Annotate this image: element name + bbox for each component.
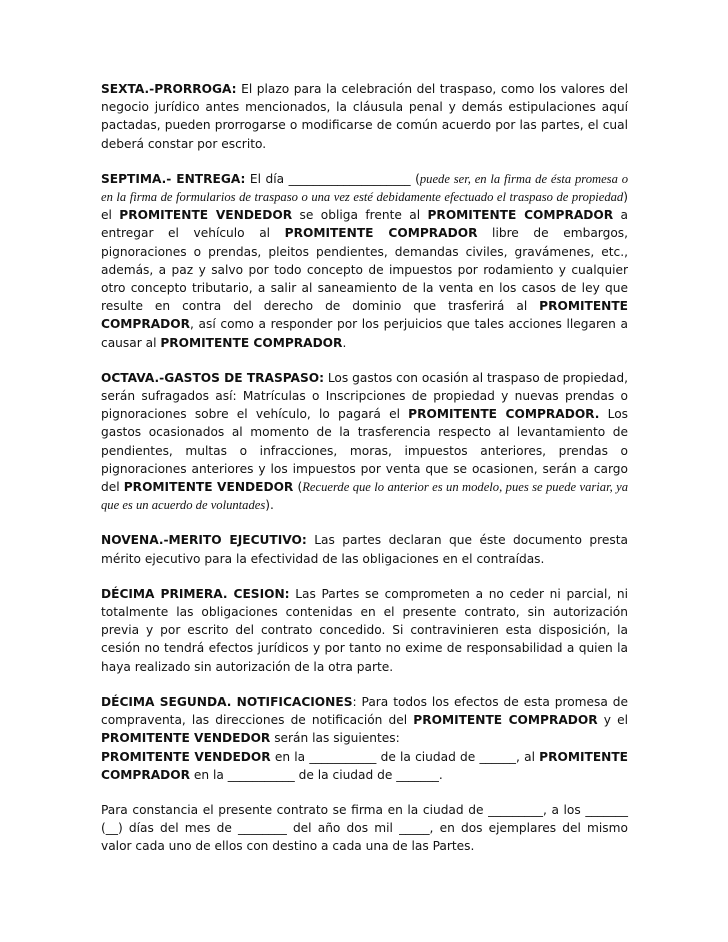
party-comprador: PROMITENTE COMPRADOR — [284, 226, 478, 241]
clause-heading: DÉCIMA PRIMERA. CESION: — [101, 586, 290, 601]
clause-text: Los gastos ocasionados al momento de la trasferencia respecto al levantamiento de pendientes, multas o infracciones, moras, impuestos anteriores, prendas o pignoraciones anteriores y los impuestos por venta que se ocasionen, serán a cargo del — [101, 407, 629, 495]
party-vendedor: PROMITENTE VENDEDOR — [101, 731, 271, 746]
clause-heading: SEPTIMA.- ENTREGA: — [101, 171, 246, 186]
clause-text: ( — [293, 480, 303, 495]
party-vendedor: PROMITENTE VENDEDOR — [123, 480, 294, 495]
clause-septima — [101, 170, 628, 352]
party-comprador: PROMITENTE COMPRADOR — [427, 208, 614, 223]
clause-text: . — [342, 335, 347, 350]
clause-text: serán las siguientes: — [270, 731, 400, 746]
clause-decima-primera — [101, 585, 628, 676]
clause-text: ). — [265, 498, 274, 513]
party-vendedor: PROMITENTE VENDEDOR — [119, 208, 293, 223]
clause-decima-segunda — [101, 693, 628, 784]
italic-note: puede ser, en la firma de ésta promesa o en la firma de formularios de traspaso o una vez esté debidamente efectuado el traspaso de propiedad — [101, 171, 628, 205]
clause-text: Las partes declaran que éste documento presta mérito ejecutivo para la efectividad de las obligaciones en el contraídas. — [101, 533, 629, 566]
clause-text: Las Partes se comprometen a no ceder ni parcial, ni totalmente las obligaciones contenidas en el presente contrato, sin autorización previa y por escrito del contrato concedido. Si contravinieren esta disposición, la cesión no tendrá efectos jurídicos y por tanto no exime de responsabilidad a quien la haya realizado sin autorización de la otra parte. — [101, 586, 628, 674]
closing-paragraph — [101, 801, 628, 856]
clause-text: El plazo para la celebración del traspaso, como los valores del negocio jurídico antes mencionados, la cláusula penal y demás estipulaciones aquí pactadas, pueden prorrogarse o modificarse de común acuerdo por las partes, el cual deberá constar por escrito. — [101, 82, 628, 151]
clause-heading: OCTAVA.-GASTOS DE TRASPASO: — [101, 370, 324, 385]
clause-octava — [101, 369, 628, 515]
clause-text: en la ___________ de la ciudad de ______, al — [270, 749, 540, 764]
clause-text: se obliga frente al — [292, 208, 428, 223]
clause-sexta — [101, 80, 628, 153]
clause-text: a entregar el vehículo al — [101, 208, 628, 241]
party-comprador: PROMITENTE COMPRADOR. — [408, 407, 600, 422]
party-vendedor: PROMITENTE VENDEDOR — [101, 749, 271, 764]
party-comprador: PROMITENTE COMPRADOR — [101, 299, 628, 332]
party-comprador: PROMITENTE COMPRADOR — [413, 713, 598, 728]
clause-text: ) el — [101, 190, 628, 223]
contract-page — [101, 80, 628, 873]
party-comprador: PROMITENTE COMPRADOR — [160, 335, 343, 350]
clause-text: , así como a responder por los perjuicios que tales acciones llegaren a causar al — [101, 317, 628, 350]
clause-text: Los gastos con ocasión al traspaso de propiedad, serán sufragados así: Matrículas o Inscripciones de propiedad y nuevas prendas o pignoraciones sobre el vehículo, lo pagará el — [101, 370, 628, 422]
clause-text: en la ___________ de la ciudad de _______. — [190, 767, 443, 782]
clause-text: y el — [597, 713, 628, 728]
clause-heading: SEXTA.-PRORROGA: — [101, 82, 237, 96]
clause-heading: NOVENA.-MERITO EJECUTIVO: — [101, 533, 307, 548]
party-comprador: PROMITENTE COMPRADOR — [101, 749, 628, 782]
clause-text: libre de embargos, pignoraciones o prendas, pleitos pendientes, demandas civiles, gravámenes, etc., además, a paz y salvo por todo concepto de impuestos por rodamiento y cualquier otro concepto tributario, a salir al saneamiento de la venta en los casos de ley que resulte en contra del derecho de dominio que trasferirá al — [101, 226, 629, 314]
closing-text: Para constancia el presente contrato se firma en la ciudad de _________, a los _______ (__) días del mes de ________ del año dos mil _____, en dos ejemplares del mismo valor cada uno de ellos con destino a cada una de las Partes. — [101, 802, 628, 854]
clause-text: El día ____________________ ( — [245, 171, 420, 186]
clause-heading: DÉCIMA SEGUNDA. NOTIFICACIONES — [101, 694, 353, 709]
clause-text: : Para todos los efectos de esta promesa de compraventa, las direcciones de notificación del — [101, 694, 628, 728]
clause-novena — [101, 531, 628, 567]
italic-note: Recuerde que lo anterior es un modelo, pues se puede variar, ya que es un acuerdo de voluntades — [101, 480, 629, 513]
